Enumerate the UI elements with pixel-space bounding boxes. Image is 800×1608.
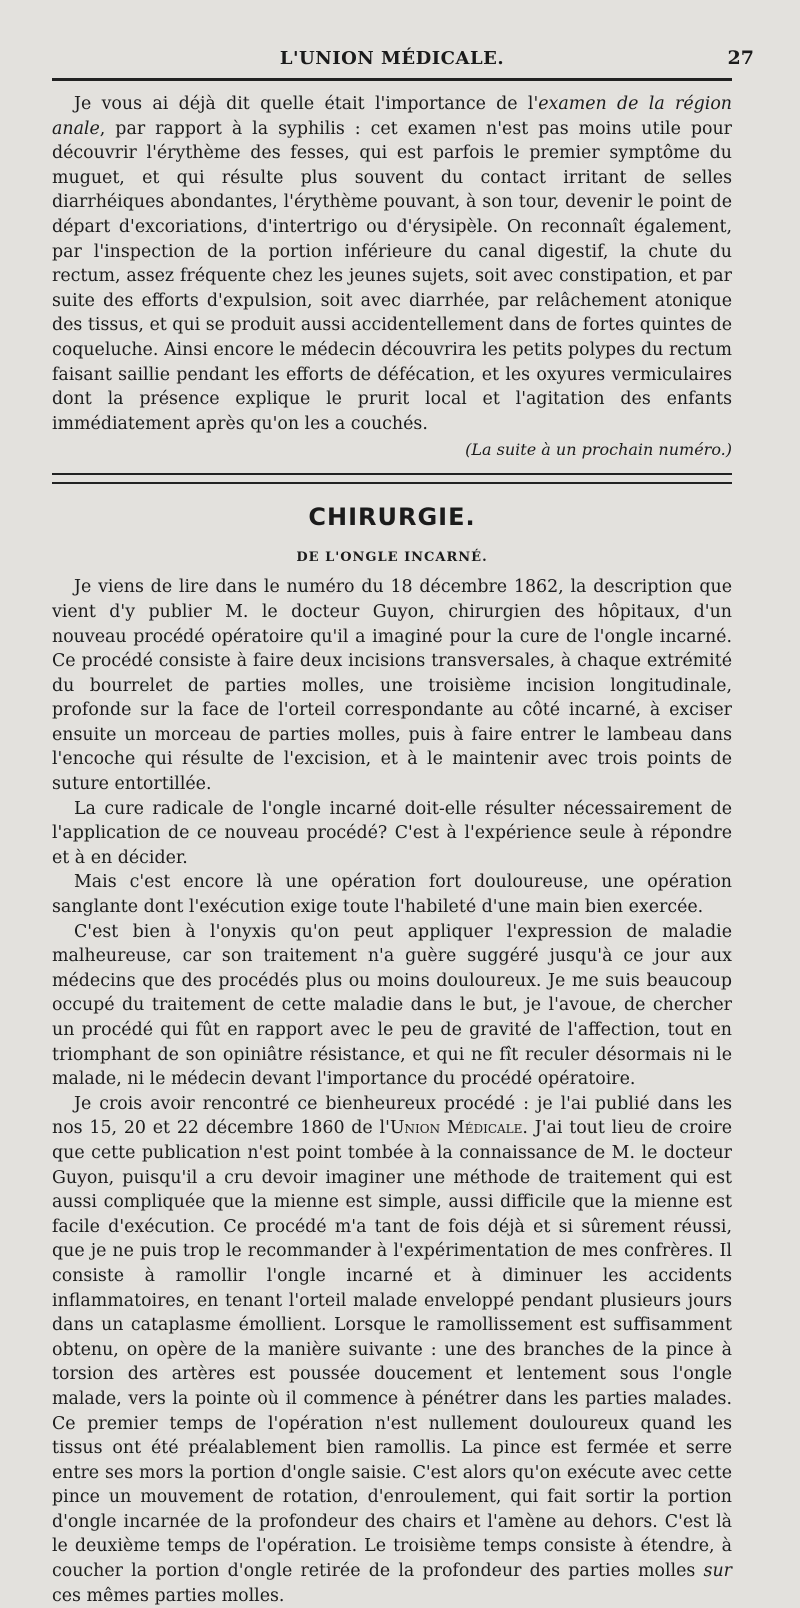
paragraph-text: ces mêmes parties molles. bbox=[52, 1585, 285, 1606]
paragraph-text: . J'ai tout lieu de croire que cette publication n'est point tombée à la connaissance de M. le docteur Guyon, puisqu'il a cru devoir imaginer une méthode de traitement qui est aussi compliquée que la mienne est simple, aussi difficile que la mienne est facile d'exécution. Ce procédé m'a tant de fois déjà et si sûrement réussi, que je ne puis trop le recommander à l'expérimentation de mes confrères. Il consiste à ramollir l'ongle incarné et à diminuer les accidents inflammatoires, en tenant l'orteil malade enveloppé pendant plusieurs jours dans un cataplasme émollient. Lorsque le ramollissement est suffisamment obtenu, on opère de la manière suivante : une des branches de la pince à torsion des artères est poussée doucement et lentement sous l'ongle malade, vers la pointe où il commence à pénétrer dans les parties malades. Ce premier temps de l'opération n'est nullement douloureux quand les tissus ont été préalablement bien ramollis. La pince est fermée et serre entre ses mors la portion d'ongle saisie. C'est alors qu'on exécute avec cette pince un mouvement de rotation, d'enroulement, qui fait sortir la portion d'ongle incarnée de la profondeur des chairs et l'amène au dehors. C'est là le deuxième temps de l'opération. Le troisième temps consiste à étendre, à coucher la portion d'ongle retirée de la profondeur des parties molles bbox=[52, 1118, 732, 1582]
paragraph-text: Je vous ai déjà dit quelle était l'importance de l' bbox=[74, 94, 539, 114]
article-paragraph: C'est bien à l'onyxis qu'on peut appliquer l'expression de maladie malheureuse, car son traitement n'a guère suggéré jusqu'à ce jour aux médecins que des procédés plus ou moins douloureux. Je me suis beaucoup occupé du traitement de cette maladie dans le but, je l'avoue, de chercher un procédé qui fût en rapport avec le peu de gravité de l'affection, tout en triomphant de son opiniâtre résistance, et qui ne fît reculer désormais ni le malade, ni le médecin devant l'importance du procédé opératoire. bbox=[52, 921, 732, 1090]
running-head bbox=[52, 0, 754, 84]
journal-reference: Union Médicale bbox=[389, 1118, 523, 1139]
page-number: 27 bbox=[727, 47, 754, 69]
header-rule bbox=[52, 78, 732, 81]
section-title: CHIRURGIE. bbox=[308, 503, 476, 532]
article-paragraph: Je viens de lire dans le numéro du 18 décembre 1862, la description que vient d'y publier M. le docteur Guyon, chirurgien des hôpitaux, d'un nouveau procédé opératoire qu'il a imaginé pour la cure de l'ongle incarné. Ce procédé consiste à faire deux incisions transversales, à chaque extrémité du bourrelet de parties molles, une troisième incision longitudinale, profonde sur la face de l'orteil correspondante au côté incarné, à exciser ensuite un morceau de parties molles, puis à faire entrer le lambeau dans l'encoche qui résulte de l'excision, et à le maintenir avec trois points de suture entortillée. bbox=[52, 577, 732, 795]
emphasis-text: examen de la région anale bbox=[52, 94, 732, 139]
article-paragraph: Mais c'est encore là une opération fort douloureuse, une opération sanglante dont l'exécution exige toute l'habileté d'une main bien exercée. bbox=[52, 872, 732, 918]
continued-paragraph bbox=[52, 84, 732, 436]
article-paragraph-last bbox=[52, 1092, 732, 1608]
paragraph-text: Je crois avoir rencontré ce bienheureux procédé : je l'ai publié dans les nos 15, 20 et 22 décembre 1860 de l' bbox=[52, 1093, 732, 1139]
article-title: DE L'ONGLE INCARNÉ. bbox=[296, 550, 488, 566]
to-be-continued-note: (La suite à un prochain numéro.) bbox=[465, 440, 732, 460]
section-divider bbox=[52, 473, 732, 484]
article-paragraph: La cure radicale de l'ongle incarné doit-elle résulter nécessairement de l'application de ce nouveau procédé? C'est à l'expérience seule à répondre et à en décider. bbox=[52, 798, 732, 868]
emphasis-text: sur bbox=[703, 1561, 732, 1582]
paragraph-text: , par rapport à la syphilis : cet examen n'est pas moins utile pour découvrir l'érythème des fesses, qui est parfois le premier symptôme du muguet, et qui résulte plus souvent du contact irritant de selles diarrhéiques abondantes, l'érythème pouvant, à son tour, devenir le point de départ d'excoriations, d'intertrigo ou d'érysipèle. On reconnaît également, par l'inspection de la portion inférieure du canal digestif, la chute du rectum, assez fréquente chez les jeunes sujets, soit avec constipation, et par suite des efforts d'expulsion, soit avec diarrhée, par relâchement atonique des tissus, et qui se produit aussi accidentellement dans de fortes quintes de coqueluche. Ainsi encore le médecin découvrira les petits polypes du rectum faisant saillie pendant les efforts de défécation, et les oxyures vermiculaires dont la présence explique le prurit local et l'agitation des enfants immédiatement après qu'on les a couchés. bbox=[52, 118, 732, 434]
journal-title: L'UNION MÉDICALE. bbox=[279, 48, 505, 69]
